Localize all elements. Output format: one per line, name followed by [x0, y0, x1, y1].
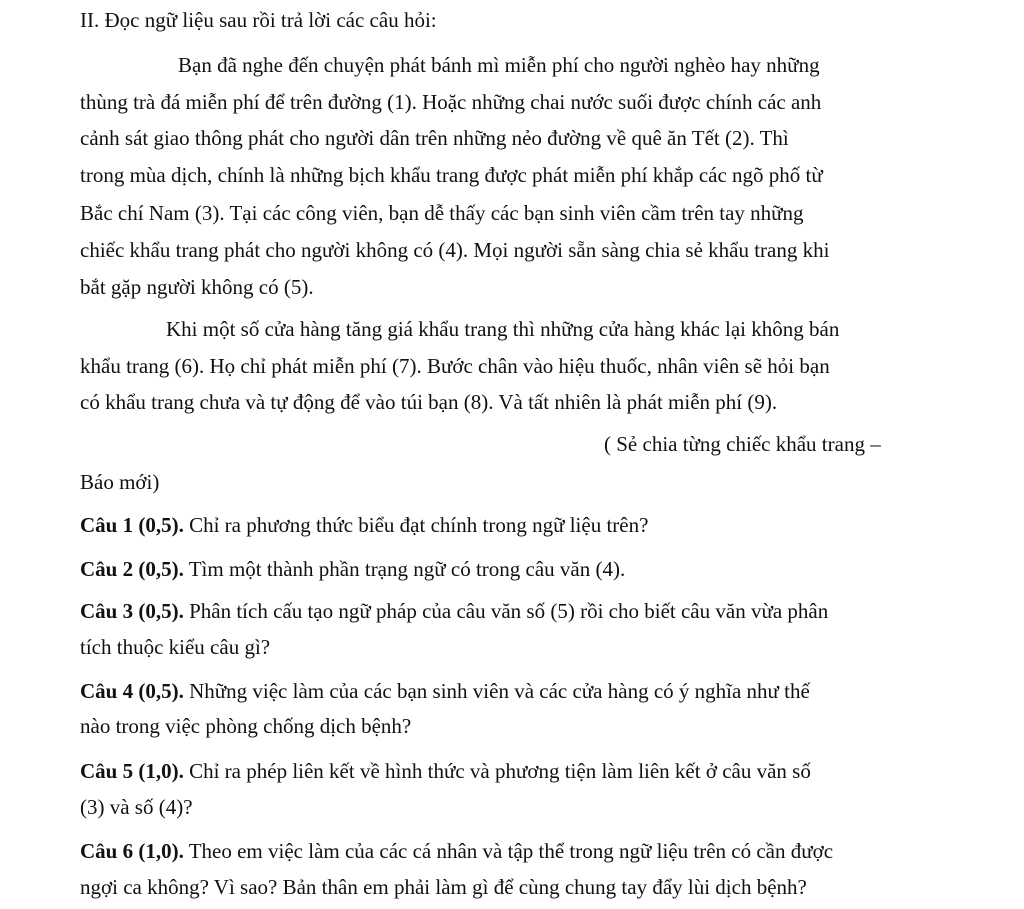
- question-4-continuation: nào trong việc phòng chống dịch bệnh?: [80, 714, 412, 738]
- question-1-label: Câu 1 (0,5).: [80, 513, 184, 537]
- source-line-1: ( Sẻ chia từng chiếc khẩu trang –: [604, 432, 881, 456]
- question-2-text: Tìm một thành phần trạng ngữ có trong câu văn (4).: [183, 557, 626, 581]
- question-5-text: Chỉ ra phép liên kết về hình thức và phương tiện làm liên kết ở câu văn số: [183, 759, 811, 783]
- question-2: [80, 557, 625, 581]
- question-5-label: Câu 5 (1,0).: [80, 759, 184, 783]
- passage-p2-line-1: Khi một số cửa hàng tăng giá khẩu trang thì những cửa hàng khác lại không bán: [166, 317, 840, 341]
- question-5-continuation: (3) và số (4)?: [80, 795, 193, 819]
- passage-p1-line-5: Bắc chí Nam (3). Tại các công viên, bạn dễ thấy các bạn sinh viên cầm trên tay những: [80, 201, 804, 225]
- question-6-continuation: ngợi ca không? Vì sao? Bản thân em phải làm gì để cùng chung tay đẩy lùi dịch bệnh?: [80, 875, 807, 899]
- section-heading: II. Đọc ngữ liệu sau rồi trả lời các câu hỏi:: [80, 8, 437, 32]
- question-6-label: Câu 6 (1,0).: [80, 839, 184, 863]
- question-6: [80, 839, 833, 863]
- question-4-label: Câu 4 (0,5).: [80, 679, 184, 703]
- source-line-2: Báo mới): [80, 470, 160, 494]
- question-5: [80, 759, 811, 783]
- question-2-label: Câu 2 (0,5).: [80, 557, 184, 581]
- passage-p1-line-6: chiếc khẩu trang phát cho người không có (4). Mọi người sẵn sàng chia sẻ khẩu trang khi: [80, 238, 830, 262]
- passage-p1-line-2: thùng trà đá miễn phí để trên đường (1). Hoặc những chai nước suối được chính các anh: [80, 90, 822, 114]
- question-1-text: Chỉ ra phương thức biểu đạt chính trong ngữ liệu trên?: [183, 513, 649, 537]
- question-6-text: Theo em việc làm của các cá nhân và tập thể trong ngữ liệu trên có cần được: [183, 839, 834, 863]
- question-4-text: Những việc làm của các bạn sinh viên và các cửa hàng có ý nghĩa như thế: [183, 679, 810, 703]
- question-3-continuation: tích thuộc kiểu câu gì?: [80, 635, 271, 659]
- passage-p2-line-2: khẩu trang (6). Họ chỉ phát miễn phí (7). Bước chân vào hiệu thuốc, nhân viên sẽ hỏi bạn: [80, 354, 830, 378]
- passage-p2-line-3: có khẩu trang chưa và tự động để vào túi bạn (8). Và tất nhiên là phát miễn phí (9).: [80, 390, 778, 414]
- question-1: [80, 513, 648, 537]
- passage-p1-line-4: trong mùa dịch, chính là những bịch khẩu trang được phát miễn phí khắp các ngõ phố từ: [80, 163, 823, 187]
- passage-p1-line-1: Bạn đã nghe đến chuyện phát bánh mì miễn phí cho người nghèo hay những: [178, 53, 820, 77]
- question-4: [80, 679, 810, 703]
- passage-p1-line-3: cảnh sát giao thông phát cho người dân trên những nẻo đường về quê ăn Tết (2). Thì: [80, 126, 789, 150]
- passage-p1-line-7: bắt gặp người không có (5).: [80, 275, 314, 299]
- question-3-label: Câu 3 (0,5).: [80, 599, 184, 623]
- question-3-text: Phân tích cấu tạo ngữ pháp của câu văn số (5) rồi cho biết câu văn vừa phân: [183, 599, 829, 623]
- question-3: [80, 599, 828, 623]
